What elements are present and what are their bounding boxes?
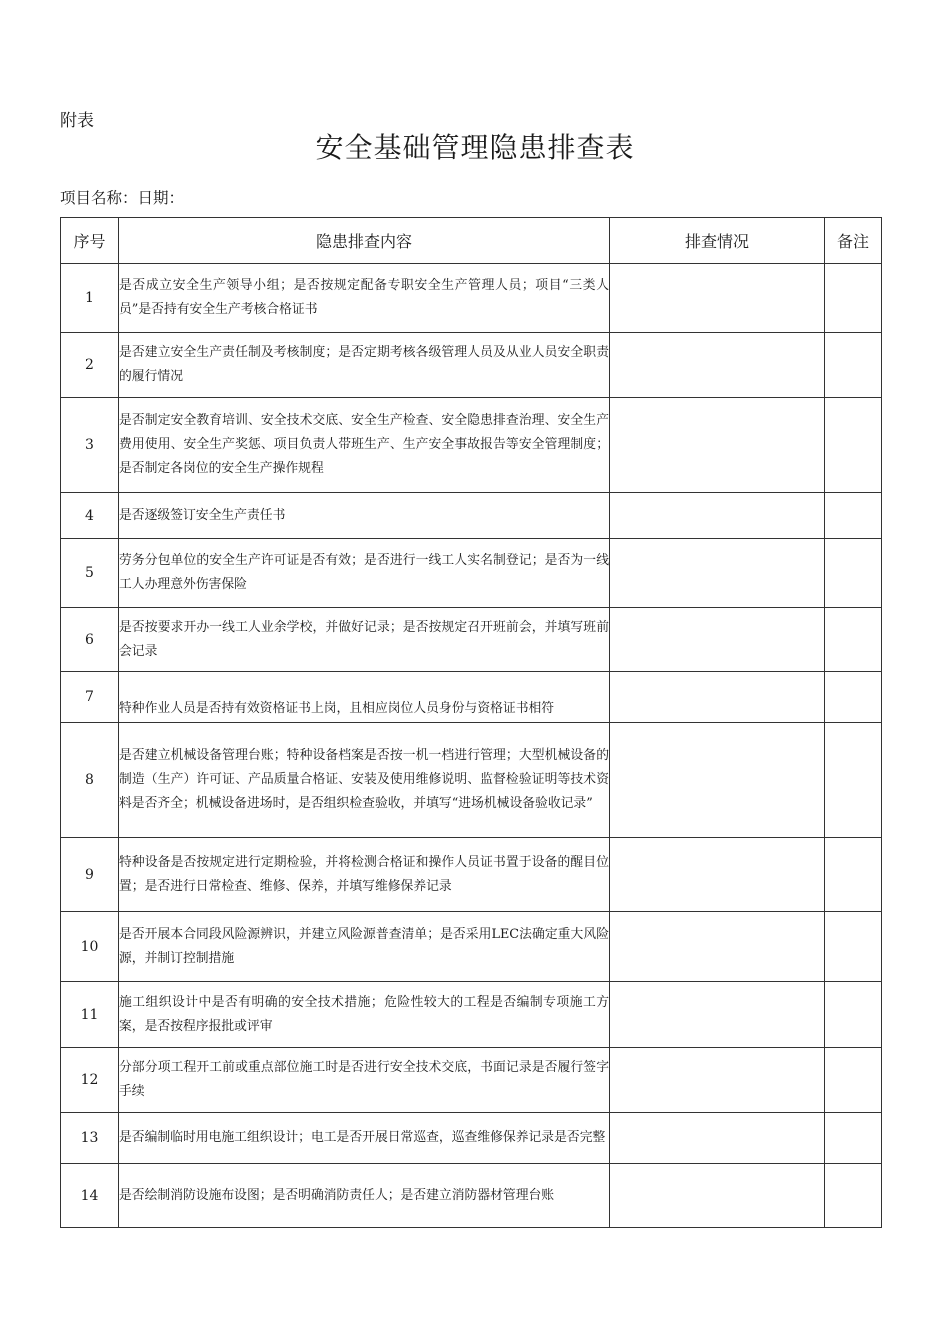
table-row	[61, 1048, 882, 1113]
row-content: 是否建立安全生产责任制及考核制度；是否定期考核各级管理人员及从业人员安全职责的履行情况	[119, 333, 610, 398]
row-number: 8	[61, 723, 119, 838]
table-row	[61, 838, 882, 912]
row-status-cell[interactable]	[610, 493, 825, 539]
inspection-table	[60, 217, 882, 1228]
project-date-line: 项目名称：日期：	[60, 189, 185, 207]
column-header-serial: 序号	[61, 218, 119, 264]
row-content: 是否编制临时用电施工组织设计；电工是否开展日常巡查，巡查维修保养记录是否完整	[119, 1113, 610, 1164]
row-number: 9	[61, 838, 119, 912]
row-status-cell[interactable]	[610, 838, 825, 912]
row-remark-cell[interactable]	[825, 264, 882, 333]
table-row	[61, 539, 882, 608]
table-row	[61, 1113, 882, 1164]
row-remark-cell[interactable]	[825, 333, 882, 398]
row-remark-cell[interactable]	[825, 672, 882, 723]
row-status-cell[interactable]	[610, 672, 825, 723]
document-title: 安全基础管理隐患排查表	[315, 131, 635, 164]
row-status-cell[interactable]	[610, 912, 825, 982]
appendix-label: 附表	[60, 111, 94, 131]
row-number: 2	[61, 333, 119, 398]
row-content: 是否逐级签订安全生产责任书	[119, 493, 610, 539]
row-status-cell[interactable]	[610, 1048, 825, 1113]
row-remark-cell[interactable]	[825, 1048, 882, 1113]
row-status-cell[interactable]	[610, 264, 825, 333]
row-content: 是否成立安全生产领导小组；是否按规定配备专职安全生产管理人员；项目“三类人员”是否持有安全生产考核合格证书	[119, 264, 610, 333]
table-row	[61, 608, 882, 672]
row-remark-cell[interactable]	[825, 912, 882, 982]
row-number: 7	[61, 672, 119, 723]
row-status-cell[interactable]	[610, 333, 825, 398]
row-remark-cell[interactable]	[825, 539, 882, 608]
column-header-content: 隐患排查内容	[119, 218, 610, 264]
row-number: 10	[61, 912, 119, 982]
table-row	[61, 672, 882, 723]
row-number: 4	[61, 493, 119, 539]
row-remark-cell[interactable]	[825, 838, 882, 912]
row-number: 11	[61, 982, 119, 1048]
table-row	[61, 912, 882, 982]
row-content: 是否建立机械设备管理台账；特种设备档案是否按一机一档进行管理；大型机械设备的制造（生产）许可证、产品质量合格证、安装及使用维修说明、监督检验证明等技术资料是否齐全；机械设备进场时，是否组织检查验收，并填写“进场机械设备验收记录”	[119, 723, 610, 838]
row-status-cell[interactable]	[610, 1113, 825, 1164]
column-header-status: 排查情况	[610, 218, 825, 264]
table-row	[61, 264, 882, 333]
row-content: 施工组织设计中是否有明确的安全技术措施；危险性较大的工程是否编制专项施工方案，是否按程序报批或评审	[119, 982, 610, 1048]
row-status-cell[interactable]	[610, 1164, 825, 1228]
row-remark-cell[interactable]	[825, 1113, 882, 1164]
table-header-row	[61, 218, 882, 264]
row-status-cell[interactable]	[610, 723, 825, 838]
row-number: 12	[61, 1048, 119, 1113]
row-status-cell[interactable]	[610, 539, 825, 608]
table-row	[61, 333, 882, 398]
table-row	[61, 1164, 882, 1228]
column-header-remark: 备注	[825, 218, 882, 264]
row-status-cell[interactable]	[610, 982, 825, 1048]
row-number: 14	[61, 1164, 119, 1228]
row-number: 13	[61, 1113, 119, 1164]
row-content: 是否绘制消防设施布设图；是否明确消防责任人；是否建立消防器材管理台账	[119, 1164, 610, 1228]
row-remark-cell[interactable]	[825, 493, 882, 539]
row-number: 3	[61, 398, 119, 493]
row-status-cell[interactable]	[610, 608, 825, 672]
row-number: 1	[61, 264, 119, 333]
table-row	[61, 398, 882, 493]
table-row	[61, 493, 882, 539]
row-number: 5	[61, 539, 119, 608]
row-content: 是否开展本合同段风险源辨识，并建立风险源普查清单；是否采用LEC法确定重大风险源，并制订控制措施	[119, 912, 610, 982]
row-content: 是否按要求开办一线工人业余学校，并做好记录；是否按规定召开班前会，并填写班前会记录	[119, 608, 610, 672]
table-row	[61, 723, 882, 838]
row-status-cell[interactable]	[610, 398, 825, 493]
row-content: 特种设备是否按规定进行定期检验，并将检测合格证和操作人员证书置于设备的醒目位置；是否进行日常检查、维修、保养，并填写维修保养记录	[119, 838, 610, 912]
row-remark-cell[interactable]	[825, 608, 882, 672]
row-number: 6	[61, 608, 119, 672]
table-row	[61, 982, 882, 1048]
row-remark-cell[interactable]	[825, 1164, 882, 1228]
row-remark-cell[interactable]	[825, 398, 882, 493]
row-content: 劳务分包单位的安全生产许可证是否有效；是否进行一线工人实名制登记；是否为一线工人办理意外伤害保险	[119, 539, 610, 608]
row-content: 分部分项工程开工前或重点部位施工时是否进行安全技术交底，书面记录是否履行签字手续	[119, 1048, 610, 1113]
row-content: 是否制定安全教育培训、安全技术交底、安全生产检查、安全隐患排查治理、安全生产费用使用、安全生产奖惩、项目负责人带班生产、生产安全事故报告等安全管理制度；是否制定各岗位的安全生产操作规程	[119, 398, 610, 493]
row-remark-cell[interactable]	[825, 982, 882, 1048]
row-content: 特种作业人员是否持有效资格证书上岗，且相应岗位人员身份与资格证书相符	[119, 672, 610, 723]
row-remark-cell[interactable]	[825, 723, 882, 838]
